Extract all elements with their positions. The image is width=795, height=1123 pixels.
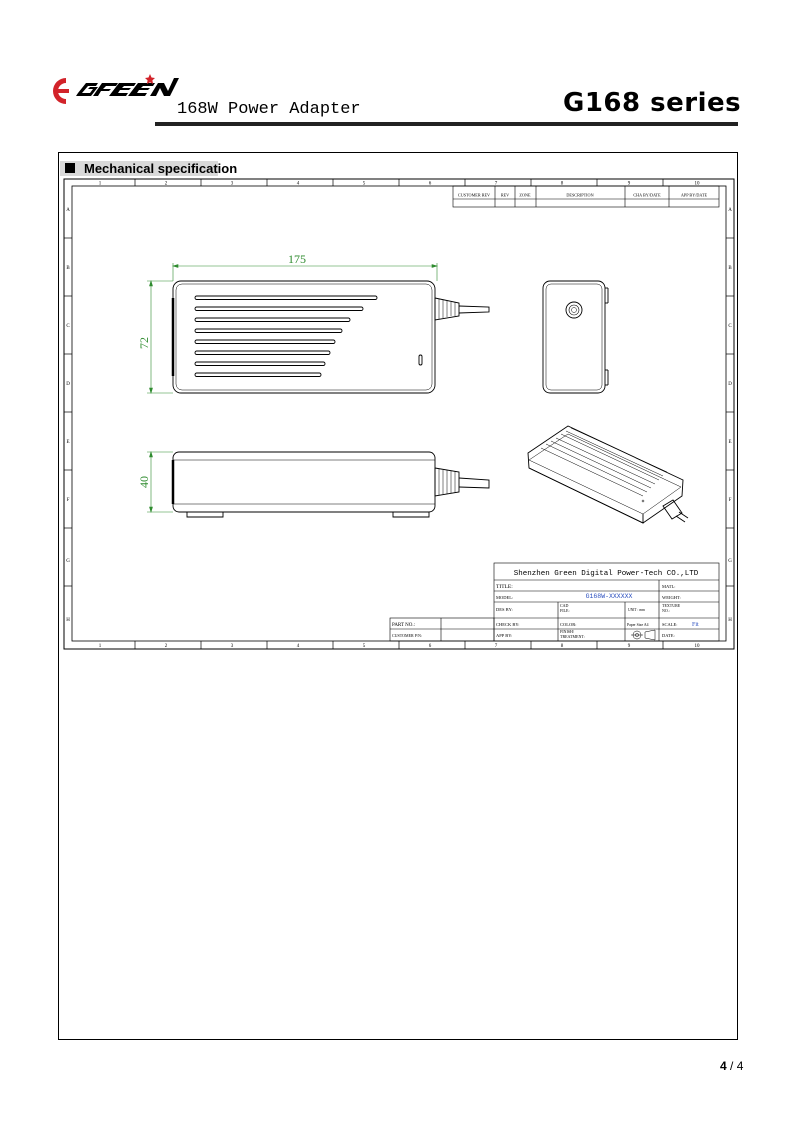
des-by-label: DES BY: [496,607,513,612]
col-label: 9 [627,181,631,187]
width-dimension [147,281,173,393]
row-label: H [66,618,70,623]
row-label: B [728,266,732,271]
row-label: G [66,559,70,564]
row-label: G [728,559,732,564]
row-label: A [728,208,732,213]
col-label: 5 [362,181,366,187]
finish-label-2: TREATMENT: [560,634,585,639]
finish-label: FINISH/ [560,629,575,634]
col-label: 8 [560,644,564,649]
rev-col-rev: REV [500,192,510,198]
row-label: B [66,266,70,271]
col-label: 3 [230,181,234,187]
length-dimension-label: 175 [288,252,306,266]
col-label: 2 [164,181,168,187]
page-current: 4 [720,1059,727,1073]
col-label: 9 [627,644,631,649]
texture-label-2: NO.: [662,608,670,613]
end-view [543,281,608,393]
app-by-label: APP BY: [496,633,513,638]
color-label: COLOR: [560,622,577,627]
page-separator: / [726,1059,737,1073]
col-label: 4 [296,644,300,649]
col-label: 10 [694,181,700,187]
mechanical-drawing [63,178,735,650]
rev-col-zone: ZONE [519,192,531,198]
col-label: 4 [296,181,300,187]
product-subtitle: 168W Power Adapter [177,100,361,119]
row-label: C [66,324,70,329]
col-label: 6 [428,181,432,187]
rev-col-cha-by-date: CHA BY/DATE [633,192,661,198]
height-dimension-label: 40 [137,476,151,488]
col-label: 5 [362,644,366,649]
model-label: MODEL: [496,595,514,600]
cad-file-label: CAD [560,603,569,608]
projection-symbol-icon [631,630,655,640]
section-title: Mechanical specification [84,161,238,176]
row-label: A [66,208,70,213]
scale-label: SCALE: [662,622,678,627]
company-name: Shenzhen Green Digital Power-Tech CO.,LTD [513,570,699,578]
side-view [173,452,489,517]
column-ticks [135,179,663,649]
row-label: D [728,382,732,387]
rev-col-description: DESCRIPTION [566,192,594,198]
title-label: TITLE: [496,584,513,590]
col-label: 7 [494,181,498,187]
model-value: G168W-XXXXXX [585,593,633,600]
check-by-label: CHECK BY: [496,622,520,627]
texture-label: TEXTURE [662,603,681,608]
col-label: 1 [98,181,102,187]
row-label: F [728,498,732,503]
section-bullet-icon [65,163,75,173]
scale-value: Fit [692,622,699,628]
row-label: E [66,440,70,445]
weight-label: WEIGHT: [662,595,681,600]
row-label: E [728,440,732,445]
header-rule [155,122,738,126]
row-label: C [728,324,732,329]
cad-file-label-2: FILE: [560,608,570,613]
col-label: 6 [428,644,432,649]
col-label: 8 [560,181,564,187]
col-label: 7 [494,644,498,649]
col-label: 2 [164,644,168,649]
page-number [720,1059,743,1073]
row-label: D [66,382,70,387]
green-logo [46,70,186,110]
row-label: H [728,618,732,623]
rev-col-app-by-date: APP BY/DATE [680,192,708,198]
series-title: G168 series [563,88,742,118]
width-dimension-label: 72 [137,337,151,349]
unit-label: UNIT : mm [628,608,645,612]
customer-pn-label: CUSTOMER P/N: [392,633,423,638]
page-total: 4 [736,1059,744,1073]
matl-label: MATL: [662,584,676,589]
rev-col-customer-rev: CUSTOMER REV [457,192,491,198]
top-view [173,281,489,393]
col-label: 3 [230,644,234,649]
row-label: F [66,498,70,503]
date-label: DATE: [662,633,675,638]
paper-size-label: Paper Size A4 [627,623,649,627]
part-no-label: PART NO.: [392,623,416,628]
isometric-view [528,426,688,523]
col-label: 1 [98,644,102,649]
col-label: 10 [694,644,700,649]
drawing-outer-border [64,179,734,649]
row-ticks [64,238,734,586]
